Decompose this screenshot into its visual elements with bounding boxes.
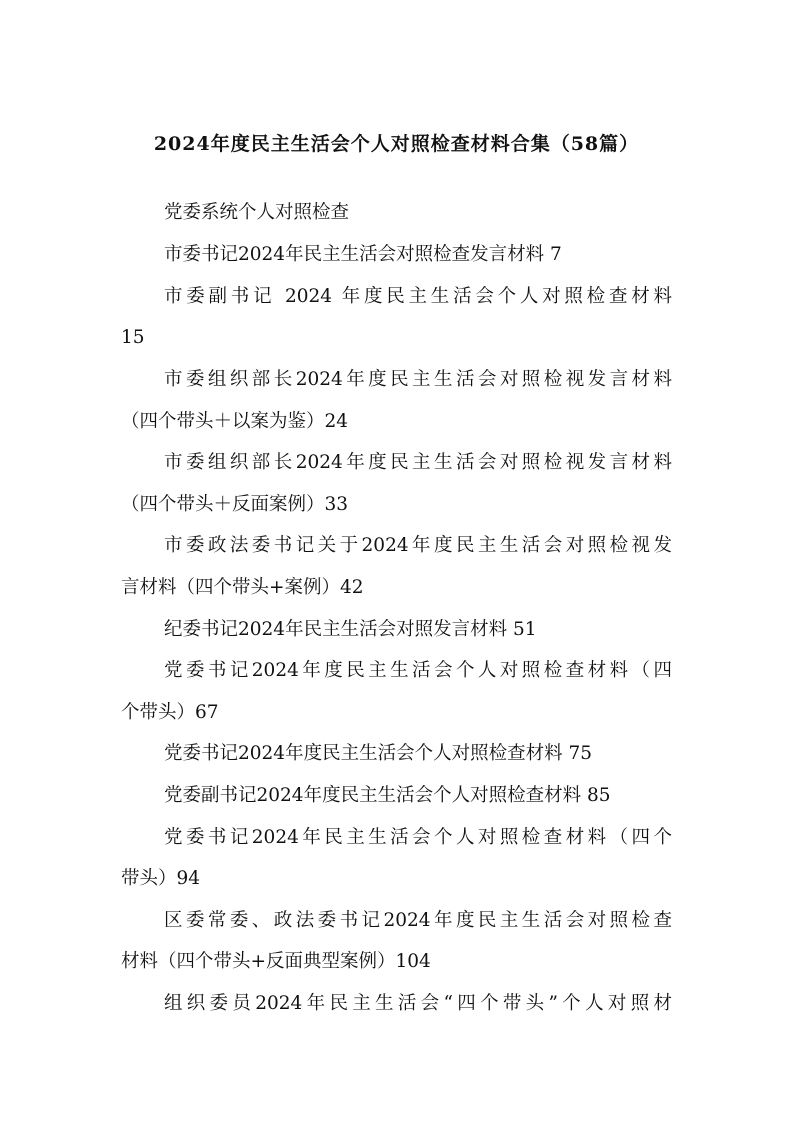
- toc-entry-continuation: 带头）94: [121, 868, 201, 889]
- toc-entry-continuation: 言材料（四个带头+案例）42: [121, 577, 364, 598]
- toc-entry: 市委书记2024年民主生活会对照检查发言材料 7: [164, 244, 562, 265]
- toc-entry: 市委组织部长2024年度民主生活会对照检视发言材料: [164, 369, 672, 390]
- toc-entry: 党委系统个人对照检查: [164, 202, 350, 223]
- toc-entry: 党委书记2024年民主生活会个人对照检查材料（四个: [164, 827, 672, 848]
- toc-entry: 市委组织部长2024年度民主生活会对照检视发言材料: [164, 452, 672, 473]
- toc-entry: 党委书记2024年度民主生活会个人对照检查材料（四: [164, 660, 672, 681]
- toc-entry: 区委常委、政法委书记2024年度民主生活会对照检查: [164, 910, 672, 931]
- toc-entry-continuation: （四个带头＋反面案例）33: [121, 494, 349, 515]
- toc-entry: 市委政法委书记关于2024年度民主生活会对照检视发: [164, 535, 672, 556]
- toc-entry-continuation: 个带头）67: [121, 702, 219, 723]
- toc-entry-continuation: 15: [121, 327, 145, 348]
- toc-entry-continuation: （四个带头＋以案为鉴）24: [121, 411, 349, 432]
- toc-entry: 市委副书记 2024 年度民主生活会个人对照检查材料: [164, 286, 672, 307]
- document-title: 2024年度民主生活会个人对照检查材料合集（58篇）: [153, 133, 640, 155]
- toc-entry: 纪委书记2024年民主生活会对照发言材料 51: [164, 619, 537, 640]
- toc-entry: 党委副书记2024年度民主生活会个人对照检查材料 85: [164, 785, 611, 806]
- toc-entry: 组织委员2024年民主生活会“四个带头”个人对照材: [164, 993, 672, 1014]
- toc-entry-continuation: 材料（四个带头+反面典型案例）104: [121, 951, 431, 972]
- toc-entry: 党委书记2024年度民主生活会个人对照检查材料 75: [164, 743, 593, 764]
